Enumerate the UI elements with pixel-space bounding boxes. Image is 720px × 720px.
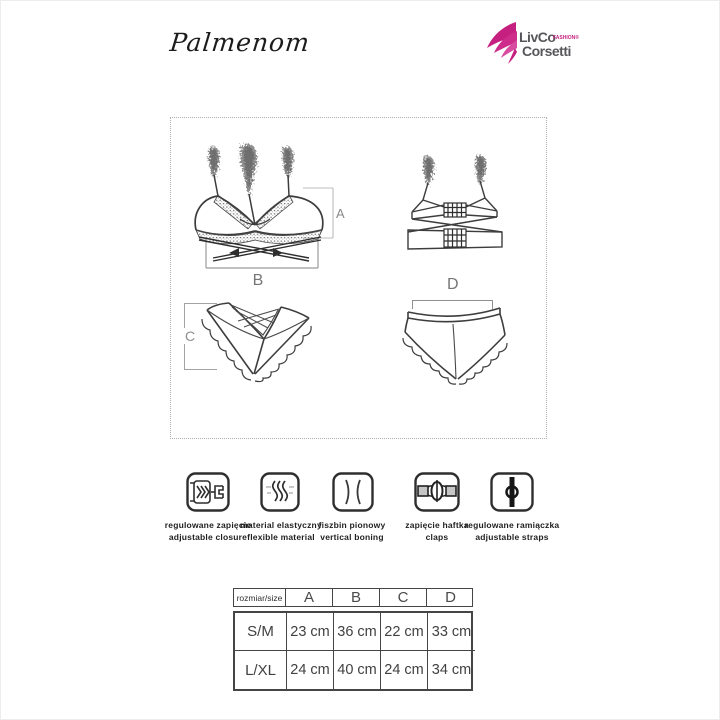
feature-caption-line: adjustable closure: [168, 532, 248, 543]
feature-caption-line: adjustable straps: [475, 532, 549, 543]
measure-label-a: A: [336, 206, 345, 221]
size-table-column-d: D: [445, 589, 456, 606]
bra-front-drawing: [185, 138, 355, 290]
size-value: 23 cm: [287, 613, 334, 651]
clasp-icon: [414, 472, 460, 512]
feature-caption-line: claps: [425, 532, 449, 543]
size-table-body: [233, 611, 473, 691]
size-value: 22 cm: [381, 613, 428, 651]
size-table-column-b: B: [333, 589, 380, 606]
size-value: 36 cm: [334, 613, 381, 651]
panties-back-center-seam: [453, 324, 456, 379]
bra-back-drawing: [398, 148, 518, 298]
product-title: Palmenom: [168, 28, 312, 57]
size-table-column-a: A: [286, 589, 333, 606]
feature-caption-line: regulowane ramiączka: [464, 520, 560, 530]
size-value: 24 cm: [381, 651, 428, 689]
size-value: 33 cm: [428, 613, 475, 651]
wing-icon: [487, 22, 517, 64]
flexible-material-icon: [260, 472, 300, 512]
size-value: 40 cm: [334, 651, 381, 689]
adjustable-closure-icon: [186, 472, 230, 512]
adjustable-straps-icon: [490, 472, 534, 512]
size-value: 34 cm: [431, 662, 472, 678]
size-row-label: L/XL: [235, 651, 287, 689]
brand-name-bottom: Corsetti: [522, 43, 571, 59]
size-table-header-label: rozmiar/size: [234, 589, 286, 606]
size-table: [233, 588, 473, 691]
table-row: [235, 651, 471, 689]
brand-fashion-label: FASHION®: [553, 35, 579, 41]
panties-front-drawing: [182, 295, 322, 390]
size-table-header: [233, 588, 473, 607]
feature-caption-line: regulowane zapięcie: [164, 520, 252, 530]
feature-caption-line: flexible material: [247, 532, 315, 543]
measure-label-c: C: [185, 328, 196, 344]
table-row: [235, 613, 471, 651]
vertical-boning-icon: [332, 472, 374, 512]
feature-caption: [447, 519, 577, 544]
panties-back-outline: [405, 308, 505, 379]
panties-back-drawing: [400, 295, 510, 400]
size-table-column-c: C: [380, 589, 427, 606]
measure-label-d: D: [447, 276, 459, 293]
feature-caption-line: zapięcie haftka: [405, 520, 469, 530]
measure-label-b: B: [252, 272, 264, 289]
size-row-label: S/M: [235, 613, 287, 651]
size-value: 24 cm: [287, 651, 334, 689]
feature-caption-line: material elastyczny: [240, 520, 322, 530]
feature-caption-line: fiszbin pionowy: [318, 520, 386, 530]
lace-straps-back: [423, 155, 486, 185]
panties-front-outline: [207, 303, 309, 374]
feature-caption-line: vertical boning: [320, 532, 384, 543]
brand-logo: [485, 19, 580, 65]
brand-name-top: LivCo: [519, 29, 556, 45]
